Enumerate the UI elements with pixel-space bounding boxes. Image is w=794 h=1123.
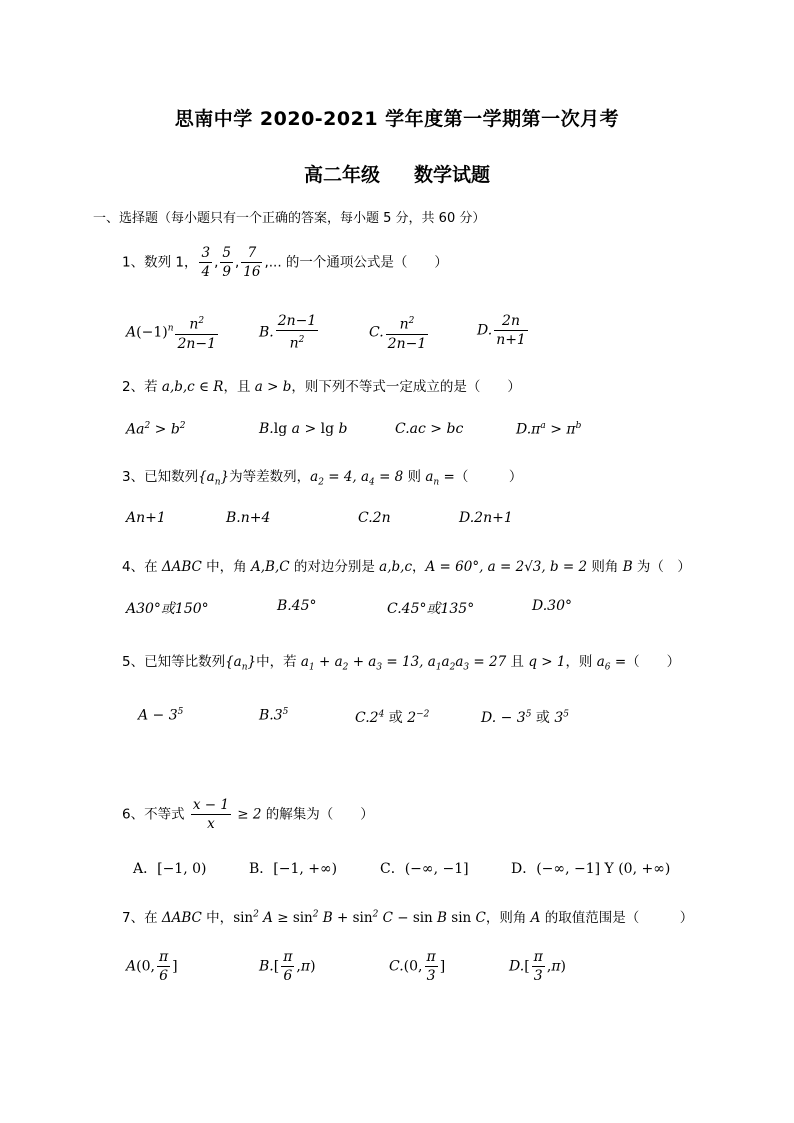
- option-d[interactable]: D. $\frac{2n}{n+1}$: [477, 313, 526, 348]
- question-1-stem: 1、数列 1， $\frac{3}{4}$ , $\frac{5}{9}$ , $\frac{7}{16}$ ,... 的一个通项公式是（ ）: [122, 245, 448, 280]
- option-b[interactable]: B.45°: [277, 598, 317, 614]
- option-a[interactable]: A．[−1, 0): [133, 861, 207, 877]
- option-d[interactable]: D.[ $\frac{\pi}{3}$ ,π): [509, 949, 566, 984]
- option-a[interactable]: $Aa^2 > b^2$: [126, 421, 186, 438]
- subject-label: 数学试题: [414, 164, 491, 186]
- option-a[interactable]: An+1: [126, 510, 166, 526]
- option-a[interactable]: $A(-1)^n$ $\frac{n^2}{2n-1}$: [126, 312, 220, 353]
- option-c[interactable]: C. $\frac{n^2}{2n-1}$: [369, 312, 430, 353]
- option-b[interactable]: B.[ $\frac{\pi}{6}$ ,π): [259, 949, 316, 984]
- option-c[interactable]: C.45°或135°: [387, 601, 475, 617]
- exam-subtitle: [0, 160, 794, 187]
- question-1-options: [0, 312, 794, 356]
- question-2-options: [0, 421, 794, 465]
- question-5-options: [0, 707, 794, 751]
- option-c[interactable]: C．(−∞, −1]: [380, 861, 469, 877]
- option-b[interactable]: B.n+4: [226, 510, 271, 526]
- question-2-stem: 2、若 a,b,c ∈ R，且 a > b，则下列不等式一定成立的是（ ）: [122, 379, 521, 395]
- option-d[interactable]: $D.\pi^a > \pi^b$: [516, 421, 582, 438]
- option-a[interactable]: A30°或150°: [126, 601, 209, 617]
- option-b[interactable]: B.lg a > lg b: [259, 421, 348, 437]
- question-7-stem: 7、在 ΔABC 中，$\sin^2 A \ge \sin^2 B + \sin^2 C - \sin B$ sin C，则角 A 的取值范围是（ ）: [122, 909, 694, 926]
- question-7-options: [0, 948, 794, 992]
- option-c[interactable]: $C.2^4$ 或 $2^{-2}$: [355, 709, 430, 726]
- option-a[interactable]: A(0, $\frac{\pi}{6}$ ]: [126, 949, 178, 984]
- section-heading: 一、选择题（每小题只有一个正确的答案，每小题 5 分，共 60 分）: [93, 211, 486, 226]
- grade-label: 高二年级: [303, 164, 380, 186]
- option-b[interactable]: B. $\frac{2n-1}{n^2}$: [259, 313, 317, 352]
- option-c[interactable]: C.2n: [358, 510, 391, 526]
- question-6-options: [0, 858, 794, 902]
- option-d[interactable]: D.2n+1: [459, 510, 513, 526]
- option-c[interactable]: C.ac > bc: [395, 421, 464, 437]
- question-3-stem: 3、已知数列$\{a_n\}$为等差数列，$a_2 = 4$, $a_4 = 8$ 则 $a_n$ =（ ）: [122, 469, 523, 488]
- option-a[interactable]: $A - 3^5$: [138, 707, 184, 724]
- option-d[interactable]: D. − $3^5$ 或 $3^5$: [481, 709, 569, 726]
- option-d[interactable]: D.30°: [532, 598, 572, 614]
- question-3-options: [0, 510, 794, 554]
- question-4-options: [0, 598, 794, 642]
- option-c[interactable]: C.(0, $\frac{\pi}{3}$ ]: [389, 949, 446, 984]
- exam-title: 思南中学 2020-2021 学年度第一学期第一次月考: [174, 108, 620, 130]
- question-6-stem: 6、不等式 $\frac{x - 1}{x}$ ≥ 2 的解集为（ ）: [122, 797, 374, 832]
- option-b[interactable]: B．[−1, +∞): [249, 861, 338, 877]
- question-4-stem: 4、在 ΔABC 中，角 A,B,C 的对边分别是 a,b,c，A = 60°, a = 2√3, b = 2 则角 B 为（ ）: [122, 559, 691, 575]
- option-d[interactable]: D．(−∞, −1] Y (0, +∞): [511, 861, 671, 877]
- option-b[interactable]: $B.3^5$: [259, 707, 289, 724]
- question-5-stem: 5、已知等比数列$\{a_n\}$中，若 $a_1 + a_2 + a_3 = 13$, $a_1a_2a_3 = 27$ 且 q > 1，则 $a_6$ =（ ）: [122, 654, 681, 673]
